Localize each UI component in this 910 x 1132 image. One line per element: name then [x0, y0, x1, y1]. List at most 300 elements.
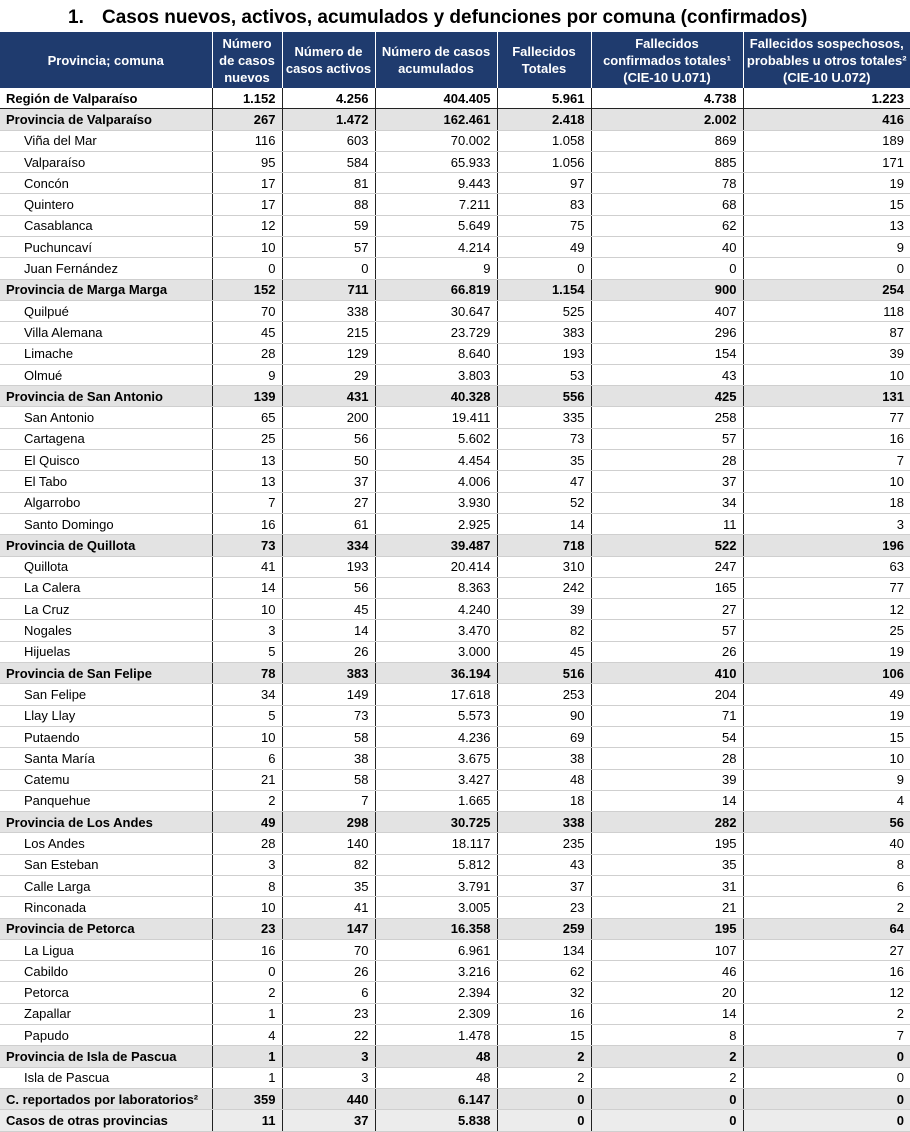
cell-nuevos: 5: [212, 641, 282, 662]
cell-nuevos: 0: [212, 961, 282, 982]
row-name: Catemu: [0, 769, 212, 790]
cell-fallecidos: 90: [497, 705, 591, 726]
cell-nuevos: 12: [212, 215, 282, 236]
cell-confirmados: 2: [591, 1046, 743, 1067]
cell-confirmados: 296: [591, 322, 743, 343]
cell-sospechosos: 49: [743, 684, 910, 705]
cell-activos: 440: [282, 1088, 375, 1109]
table-row: [0, 513, 910, 534]
table-row: [0, 109, 910, 130]
cell-nuevos: 6: [212, 748, 282, 769]
cell-nuevos: 34: [212, 684, 282, 705]
table-row: [0, 279, 910, 300]
cell-fallecidos: 38: [497, 748, 591, 769]
row-name: Papudo: [0, 1025, 212, 1046]
cell-sospechosos: 87: [743, 322, 910, 343]
header-fallecidos-totales: Fallecidos Totales: [497, 32, 591, 88]
cell-confirmados: 522: [591, 535, 743, 556]
cell-sospechosos: 40: [743, 833, 910, 854]
cell-confirmados: 247: [591, 556, 743, 577]
cell-confirmados: 68: [591, 194, 743, 215]
cell-nuevos: 25: [212, 428, 282, 449]
cell-confirmados: 425: [591, 386, 743, 407]
cell-activos: 26: [282, 641, 375, 662]
cell-nuevos: 73: [212, 535, 282, 556]
cell-fallecidos: 338: [497, 812, 591, 833]
cell-confirmados: 0: [591, 1088, 743, 1109]
cell-fallecidos: 1.058: [497, 130, 591, 151]
cell-activos: 57: [282, 237, 375, 258]
cell-fallecidos: 82: [497, 620, 591, 641]
table-row: [0, 88, 910, 109]
cell-acumulados: 3.675: [375, 748, 497, 769]
cell-fallecidos: 69: [497, 726, 591, 747]
row-name: Putaendo: [0, 726, 212, 747]
title-text: Casos nuevos, activos, acumulados y defunciones por comuna (confirmados): [102, 7, 808, 28]
row-name: Panquehue: [0, 790, 212, 811]
cell-fallecidos: 335: [497, 407, 591, 428]
cell-acumulados: 17.618: [375, 684, 497, 705]
cell-acumulados: 18.117: [375, 833, 497, 854]
cell-fallecidos: 310: [497, 556, 591, 577]
row-name: Casablanca: [0, 215, 212, 236]
cell-activos: 37: [282, 1110, 375, 1131]
table-row: [0, 854, 910, 875]
row-name: Concón: [0, 173, 212, 194]
row-name: Casos de otras provincias: [0, 1110, 212, 1131]
cell-fallecidos: 73: [497, 428, 591, 449]
cell-fallecidos: 18: [497, 790, 591, 811]
cell-nuevos: 8: [212, 875, 282, 896]
cell-fallecidos: 556: [497, 386, 591, 407]
cell-sospechosos: 15: [743, 194, 910, 215]
cell-nuevos: 1: [212, 1067, 282, 1088]
header-fallecidos-sospechosos: Fallecidos sospechosos, probables u otros totales² (CIE-10 U.072): [743, 32, 910, 88]
cell-activos: 7: [282, 790, 375, 811]
cell-activos: 29: [282, 364, 375, 385]
cell-nuevos: 7: [212, 492, 282, 513]
cell-activos: 215: [282, 322, 375, 343]
table-row: [0, 556, 910, 577]
cases-table: [0, 32, 910, 1132]
cell-activos: 56: [282, 577, 375, 598]
cell-acumulados: 4.236: [375, 726, 497, 747]
cell-fallecidos: 37: [497, 875, 591, 896]
page-title: [0, 0, 910, 32]
cell-confirmados: 31: [591, 875, 743, 896]
cell-nuevos: 45: [212, 322, 282, 343]
table-row: [0, 918, 910, 939]
cell-confirmados: 0: [591, 258, 743, 279]
cell-fallecidos: 35: [497, 450, 591, 471]
cell-activos: 129: [282, 343, 375, 364]
table-row: [0, 1067, 910, 1088]
cell-activos: 27: [282, 492, 375, 513]
cell-fallecidos: 83: [497, 194, 591, 215]
row-name: Juan Fernández: [0, 258, 212, 279]
cell-nuevos: 49: [212, 812, 282, 833]
header-casos-nuevos: Número de casos nuevos: [212, 32, 282, 88]
cell-sospechosos: 15: [743, 726, 910, 747]
cell-nuevos: 10: [212, 599, 282, 620]
cell-acumulados: 3.470: [375, 620, 497, 641]
cell-confirmados: 26: [591, 641, 743, 662]
cell-confirmados: 869: [591, 130, 743, 151]
row-name: San Antonio: [0, 407, 212, 428]
cell-acumulados: 40.328: [375, 386, 497, 407]
row-name: Villa Alemana: [0, 322, 212, 343]
cell-confirmados: 410: [591, 663, 743, 684]
cell-nuevos: 16: [212, 513, 282, 534]
cell-confirmados: 195: [591, 833, 743, 854]
cell-acumulados: 65.933: [375, 151, 497, 172]
cell-nuevos: 70: [212, 300, 282, 321]
row-name: Provincia de Los Andes: [0, 812, 212, 833]
table-row: [0, 1110, 910, 1131]
cell-fallecidos: 253: [497, 684, 591, 705]
cell-sospechosos: 131: [743, 386, 910, 407]
cell-confirmados: 407: [591, 300, 743, 321]
cell-confirmados: 43: [591, 364, 743, 385]
cell-sospechosos: 9: [743, 237, 910, 258]
row-name: La Calera: [0, 577, 212, 598]
cell-activos: 338: [282, 300, 375, 321]
cell-activos: 140: [282, 833, 375, 854]
row-name: Región de Valparaíso: [0, 88, 212, 109]
cell-activos: 26: [282, 961, 375, 982]
cell-activos: 149: [282, 684, 375, 705]
cell-activos: 584: [282, 151, 375, 172]
cell-confirmados: 78: [591, 173, 743, 194]
cell-activos: 58: [282, 769, 375, 790]
cell-activos: 0: [282, 258, 375, 279]
cell-acumulados: 36.194: [375, 663, 497, 684]
header-casos-acumulados: Número de casos acumulados: [375, 32, 497, 88]
cell-fallecidos: 2.418: [497, 109, 591, 130]
row-name: Santa María: [0, 748, 212, 769]
table-row: [0, 641, 910, 662]
cell-acumulados: 1.665: [375, 790, 497, 811]
table-row: [0, 194, 910, 215]
cell-activos: 3: [282, 1067, 375, 1088]
cell-nuevos: 28: [212, 343, 282, 364]
cell-confirmados: 195: [591, 918, 743, 939]
cell-acumulados: 4.454: [375, 450, 497, 471]
cell-fallecidos: 62: [497, 961, 591, 982]
cell-confirmados: 46: [591, 961, 743, 982]
cell-fallecidos: 525: [497, 300, 591, 321]
cell-confirmados: 20: [591, 982, 743, 1003]
cell-sospechosos: 64: [743, 918, 910, 939]
cell-nuevos: 23: [212, 918, 282, 939]
cell-acumulados: 48: [375, 1046, 497, 1067]
row-name: Provincia de San Felipe: [0, 663, 212, 684]
cell-acumulados: 5.602: [375, 428, 497, 449]
cell-confirmados: 39: [591, 769, 743, 790]
cell-acumulados: 30.647: [375, 300, 497, 321]
cell-fallecidos: 14: [497, 513, 591, 534]
cell-sospechosos: 56: [743, 812, 910, 833]
cell-nuevos: 14: [212, 577, 282, 598]
cell-nuevos: 11: [212, 1110, 282, 1131]
table-row: [0, 577, 910, 598]
cell-confirmados: 14: [591, 790, 743, 811]
cell-acumulados: 3.427: [375, 769, 497, 790]
cell-fallecidos: 2: [497, 1046, 591, 1067]
table-row: [0, 812, 910, 833]
row-name: Isla de Pascua: [0, 1067, 212, 1088]
cell-acumulados: 2.309: [375, 1003, 497, 1024]
cell-nuevos: 267: [212, 109, 282, 130]
cell-nuevos: 1: [212, 1046, 282, 1067]
cell-nuevos: 41: [212, 556, 282, 577]
row-name: San Felipe: [0, 684, 212, 705]
cell-sospechosos: 0: [743, 1110, 910, 1131]
cell-sospechosos: 0: [743, 1088, 910, 1109]
row-name: Zapallar: [0, 1003, 212, 1024]
cell-acumulados: 404.405: [375, 88, 497, 109]
cell-confirmados: 62: [591, 215, 743, 236]
cell-sospechosos: 0: [743, 258, 910, 279]
row-name: Provincia de Petorca: [0, 918, 212, 939]
table-row: [0, 897, 910, 918]
table-row: [0, 1003, 910, 1024]
cell-confirmados: 258: [591, 407, 743, 428]
cell-acumulados: 3.216: [375, 961, 497, 982]
table-row: [0, 939, 910, 960]
cell-nuevos: 16: [212, 939, 282, 960]
cell-sospechosos: 19: [743, 173, 910, 194]
cell-fallecidos: 43: [497, 854, 591, 875]
cell-acumulados: 9: [375, 258, 497, 279]
table-row: [0, 982, 910, 1003]
cell-fallecidos: 39: [497, 599, 591, 620]
row-name: Provincia de Marga Marga: [0, 279, 212, 300]
cell-confirmados: 57: [591, 620, 743, 641]
cell-acumulados: 2.925: [375, 513, 497, 534]
row-name: Provincia de Isla de Pascua: [0, 1046, 212, 1067]
cell-acumulados: 5.812: [375, 854, 497, 875]
cell-confirmados: 204: [591, 684, 743, 705]
cell-fallecidos: 75: [497, 215, 591, 236]
cell-sospechosos: 6: [743, 875, 910, 896]
row-name: Olmué: [0, 364, 212, 385]
cell-fallecidos: 48: [497, 769, 591, 790]
cell-nuevos: 139: [212, 386, 282, 407]
cell-confirmados: 885: [591, 151, 743, 172]
cell-fallecidos: 15: [497, 1025, 591, 1046]
cell-fallecidos: 383: [497, 322, 591, 343]
cell-acumulados: 16.358: [375, 918, 497, 939]
table-row: [0, 663, 910, 684]
cell-activos: 14: [282, 620, 375, 641]
cell-sospechosos: 106: [743, 663, 910, 684]
row-name: Provincia de Quillota: [0, 535, 212, 556]
cell-acumulados: 48: [375, 1067, 497, 1088]
cell-sospechosos: 4: [743, 790, 910, 811]
row-name: Limache: [0, 343, 212, 364]
cell-confirmados: 4.738: [591, 88, 743, 109]
table-row: [0, 364, 910, 385]
row-name: Nogales: [0, 620, 212, 641]
cell-activos: 711: [282, 279, 375, 300]
cell-sospechosos: 189: [743, 130, 910, 151]
table-row: [0, 428, 910, 449]
cell-nuevos: 17: [212, 173, 282, 194]
cell-fallecidos: 134: [497, 939, 591, 960]
table-header-row: [0, 32, 910, 88]
cell-acumulados: 70.002: [375, 130, 497, 151]
cell-sospechosos: 13: [743, 215, 910, 236]
cell-activos: 81: [282, 173, 375, 194]
cell-confirmados: 54: [591, 726, 743, 747]
row-name: Rinconada: [0, 897, 212, 918]
cell-sospechosos: 0: [743, 1046, 910, 1067]
cell-nuevos: 359: [212, 1088, 282, 1109]
cell-nuevos: 17: [212, 194, 282, 215]
header-fallecidos-confirmados: Fallecidos confirmados totales¹ (CIE-10 U.071): [591, 32, 743, 88]
table-row: [0, 875, 910, 896]
row-name: Puchuncaví: [0, 237, 212, 258]
cell-nuevos: 9: [212, 364, 282, 385]
row-name: Cartagena: [0, 428, 212, 449]
cell-fallecidos: 259: [497, 918, 591, 939]
cell-nuevos: 4: [212, 1025, 282, 1046]
cell-confirmados: 21: [591, 897, 743, 918]
row-name: Calle Larga: [0, 875, 212, 896]
cell-sospechosos: 18: [743, 492, 910, 513]
cell-nuevos: 2: [212, 982, 282, 1003]
cell-acumulados: 5.838: [375, 1110, 497, 1131]
cell-acumulados: 2.394: [375, 982, 497, 1003]
cell-activos: 383: [282, 663, 375, 684]
cell-sospechosos: 2: [743, 1003, 910, 1024]
cell-sospechosos: 7: [743, 1025, 910, 1046]
row-name: La Cruz: [0, 599, 212, 620]
table-row: [0, 1025, 910, 1046]
table-row: [0, 535, 910, 556]
row-name: Petorca: [0, 982, 212, 1003]
header-provincia-comuna: Provincia; comuna: [0, 32, 212, 88]
cell-fallecidos: 2: [497, 1067, 591, 1088]
table-row: [0, 599, 910, 620]
row-name: Santo Domingo: [0, 513, 212, 534]
cell-acumulados: 3.005: [375, 897, 497, 918]
cell-sospechosos: 63: [743, 556, 910, 577]
cell-confirmados: 57: [591, 428, 743, 449]
cell-activos: 3: [282, 1046, 375, 1067]
cell-activos: 88: [282, 194, 375, 215]
cell-nuevos: 152: [212, 279, 282, 300]
cell-fallecidos: 23: [497, 897, 591, 918]
cell-nuevos: 2: [212, 790, 282, 811]
cell-acumulados: 39.487: [375, 535, 497, 556]
cell-acumulados: 9.443: [375, 173, 497, 194]
cell-sospechosos: 77: [743, 407, 910, 428]
table-row: [0, 705, 910, 726]
cell-acumulados: 5.573: [375, 705, 497, 726]
cell-confirmados: 34: [591, 492, 743, 513]
row-name: Quintero: [0, 194, 212, 215]
table-row: [0, 237, 910, 258]
cell-acumulados: 66.819: [375, 279, 497, 300]
table-row: [0, 322, 910, 343]
cell-activos: 1.472: [282, 109, 375, 130]
cell-fallecidos: 235: [497, 833, 591, 854]
cell-activos: 56: [282, 428, 375, 449]
cell-activos: 58: [282, 726, 375, 747]
table-row: [0, 407, 910, 428]
cell-confirmados: 71: [591, 705, 743, 726]
table-row: [0, 471, 910, 492]
cell-activos: 298: [282, 812, 375, 833]
cell-sospechosos: 25: [743, 620, 910, 641]
cell-acumulados: 162.461: [375, 109, 497, 130]
cell-sospechosos: 9: [743, 769, 910, 790]
cell-acumulados: 1.478: [375, 1025, 497, 1046]
cell-activos: 200: [282, 407, 375, 428]
cell-fallecidos: 718: [497, 535, 591, 556]
table-row: [0, 300, 910, 321]
cell-sospechosos: 3: [743, 513, 910, 534]
cell-acumulados: 4.214: [375, 237, 497, 258]
cell-confirmados: 900: [591, 279, 743, 300]
cell-confirmados: 11: [591, 513, 743, 534]
cell-confirmados: 154: [591, 343, 743, 364]
cell-nuevos: 10: [212, 897, 282, 918]
table-row: [0, 151, 910, 172]
cell-acumulados: 6.961: [375, 939, 497, 960]
cell-activos: 73: [282, 705, 375, 726]
cell-activos: 4.256: [282, 88, 375, 109]
table-row: [0, 386, 910, 407]
cell-confirmados: 165: [591, 577, 743, 598]
cell-activos: 6: [282, 982, 375, 1003]
row-name: La Ligua: [0, 939, 212, 960]
cell-confirmados: 28: [591, 450, 743, 471]
table-row: [0, 769, 910, 790]
cell-fallecidos: 16: [497, 1003, 591, 1024]
cell-nuevos: 0: [212, 258, 282, 279]
cell-nuevos: 116: [212, 130, 282, 151]
cell-fallecidos: 52: [497, 492, 591, 513]
cell-fallecidos: 49: [497, 237, 591, 258]
cell-confirmados: 40: [591, 237, 743, 258]
cell-activos: 35: [282, 875, 375, 896]
cell-sospechosos: 10: [743, 748, 910, 769]
cell-sospechosos: 19: [743, 641, 910, 662]
cell-confirmados: 35: [591, 854, 743, 875]
cell-activos: 61: [282, 513, 375, 534]
cell-nuevos: 13: [212, 471, 282, 492]
cell-sospechosos: 196: [743, 535, 910, 556]
cell-activos: 147: [282, 918, 375, 939]
cell-confirmados: 8: [591, 1025, 743, 1046]
cell-sospechosos: 19: [743, 705, 910, 726]
table-row: [0, 215, 910, 236]
cell-sospechosos: 254: [743, 279, 910, 300]
cell-sospechosos: 39: [743, 343, 910, 364]
cell-sospechosos: 118: [743, 300, 910, 321]
cell-activos: 37: [282, 471, 375, 492]
cell-acumulados: 3.791: [375, 875, 497, 896]
cell-sospechosos: 10: [743, 471, 910, 492]
cell-nuevos: 28: [212, 833, 282, 854]
cell-nuevos: 78: [212, 663, 282, 684]
cell-nuevos: 13: [212, 450, 282, 471]
cell-sospechosos: 27: [743, 939, 910, 960]
row-name: Hijuelas: [0, 641, 212, 662]
